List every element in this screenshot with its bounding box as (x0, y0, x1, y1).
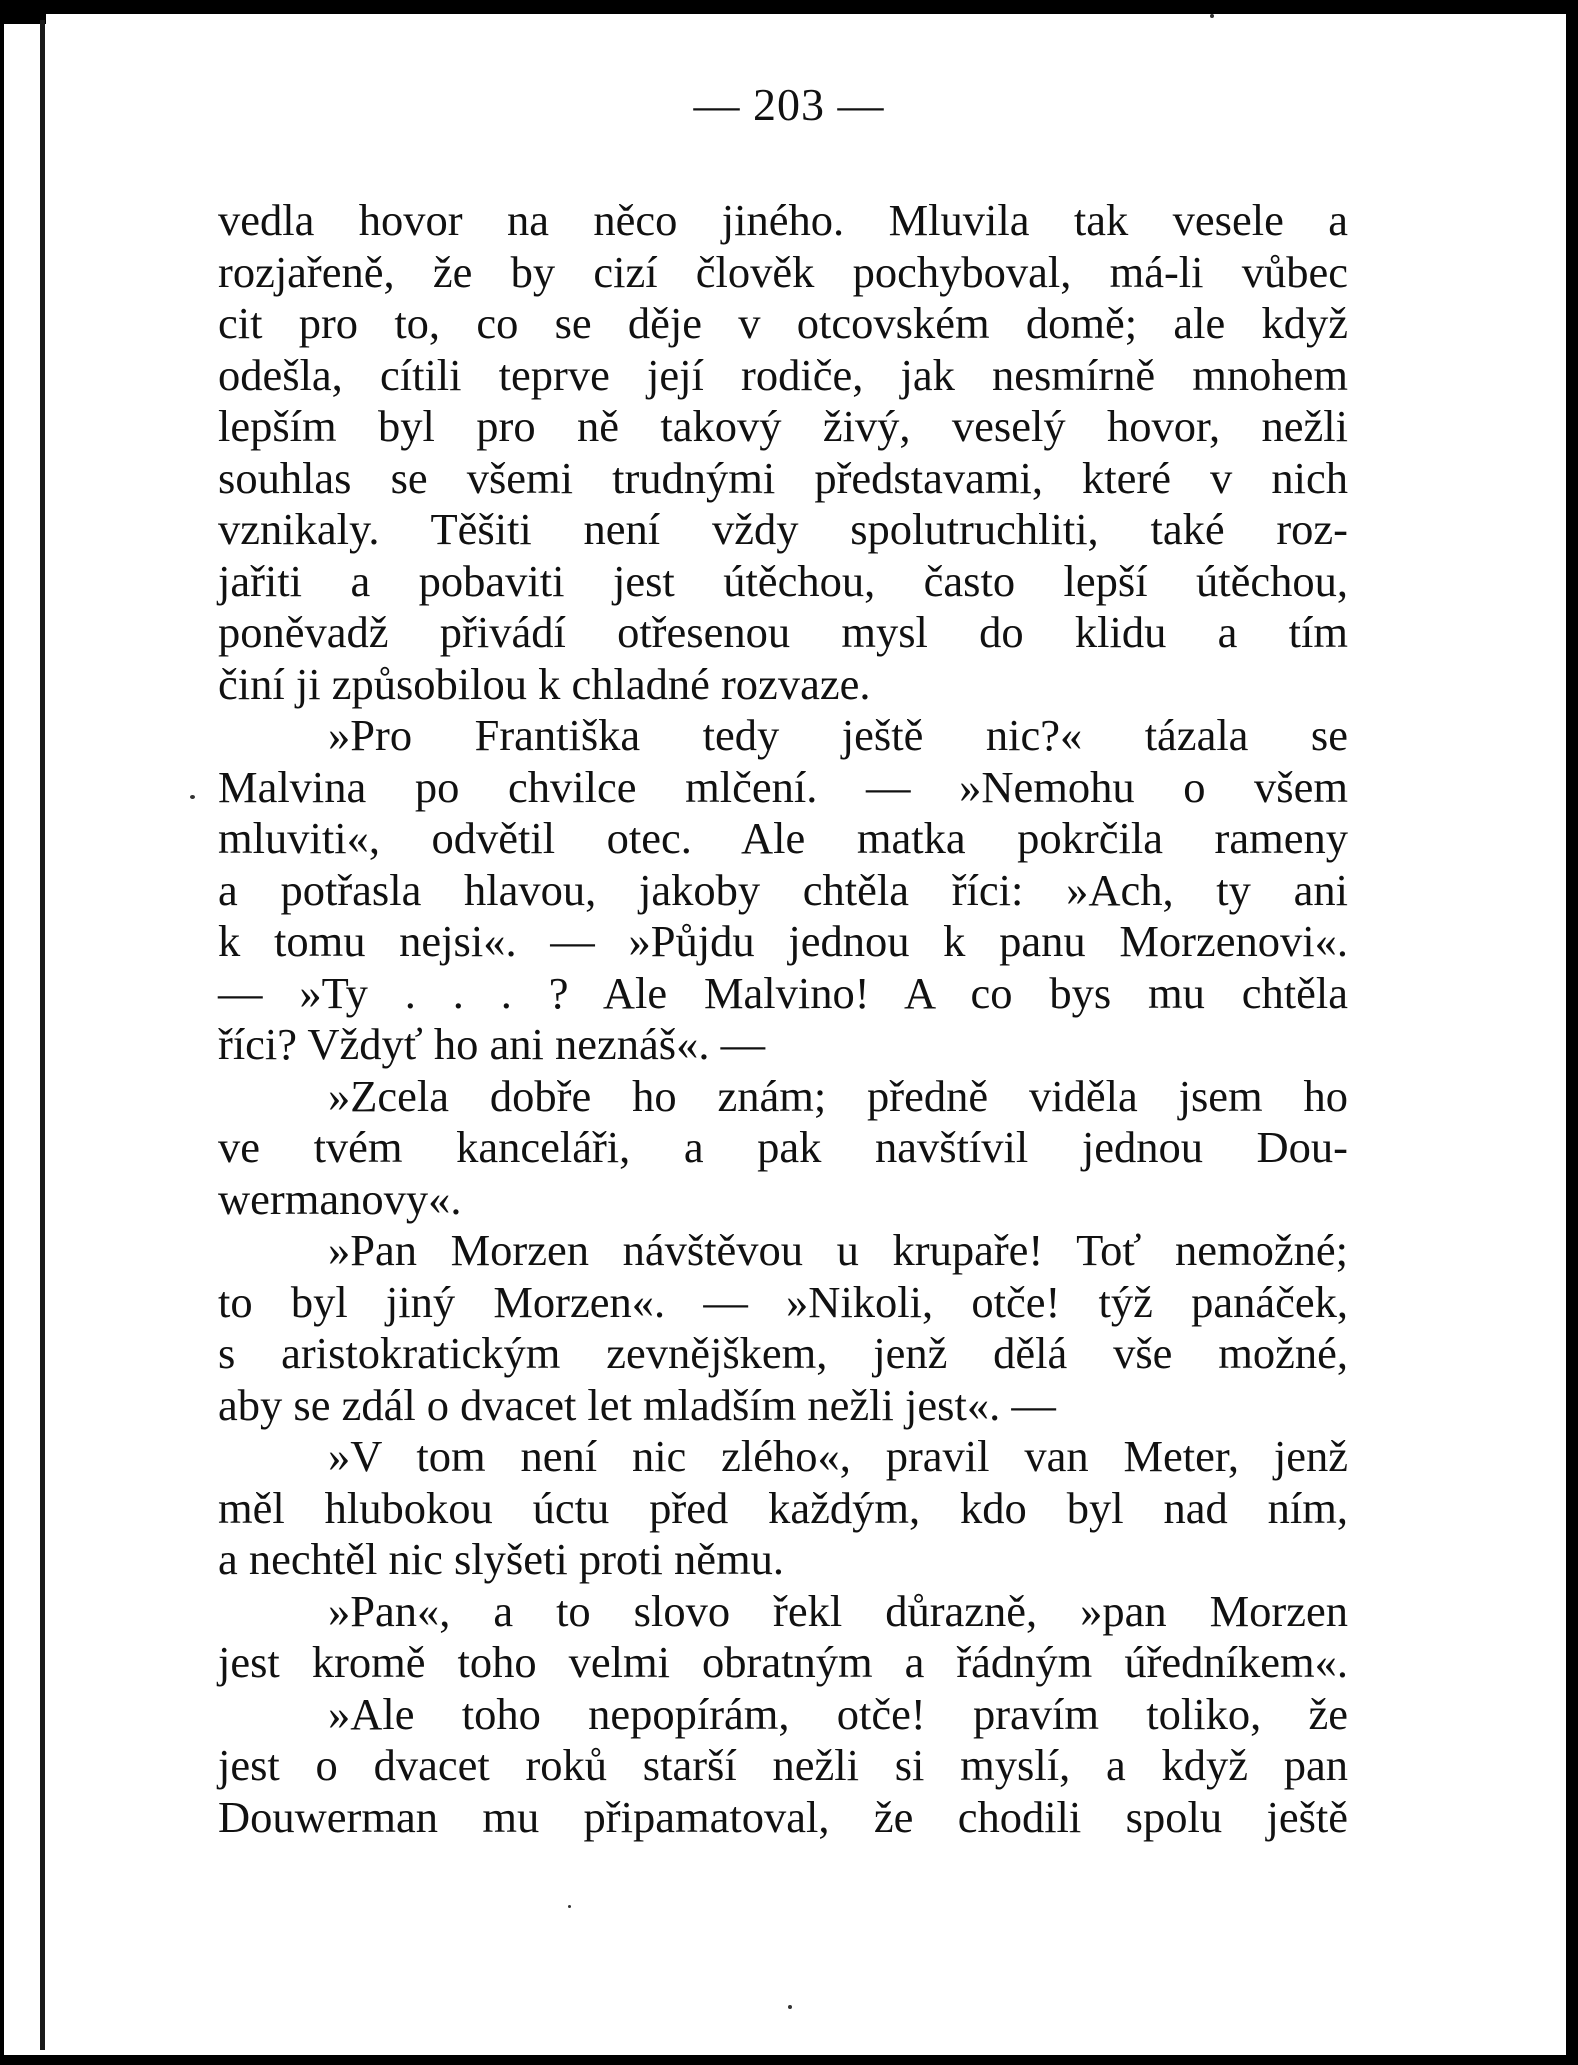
text-line: jest kromě toho velmi obratným a řádným úředníkem«. (218, 1637, 1348, 1687)
text-line: s aristokratickým zevnějškem, jenž dělá vše možné, (218, 1328, 1348, 1378)
text-line: Douwerman mu připamatoval, že chodili spolu ještě (218, 1791, 1348, 1842)
text-line: k tomu nejsi«. — »Půjdu jednou k panu Morzenovi«. (218, 916, 1348, 966)
text-line: to byl jiný Morzen«. — »Nikoli, otče! týž panáček, (218, 1276, 1348, 1327)
text-line: lepším byl pro ně takový živý, veselý hovor, nežli (218, 401, 1348, 451)
text-line: poněvadž přivádí otřesenou mysl do klidu a tím (218, 607, 1348, 657)
text-line: a nechtěl nic slyšeti proti němu. (218, 1534, 784, 1584)
scan-speck (1210, 14, 1214, 18)
spine-edge (40, 20, 45, 2050)
text-line: — »Ty . . . ? Ale Malvino! A co bys mu chtěla (218, 967, 1348, 1018)
scan-speck (568, 1905, 571, 1908)
text-line: »Pan«, a to slovo řekl důrazně, »pan Morzen (328, 1585, 1348, 1636)
text-line: »Pro Františka tedy ještě nic?« tázala se (328, 710, 1348, 760)
text-line: mluviti«, odvětil otec. Ale matka pokrčila rameny (218, 813, 1348, 863)
text-line: souhlas se všemi trudnými představami, které v nich (218, 452, 1348, 503)
text-line: Malvina po chvilce mlčení. — »Nemohu o všem (218, 761, 1348, 812)
scan-border-bottom (0, 2055, 1578, 2065)
text-line: »Pan Morzen návštěvou u krupaře! Toť nemožné; (328, 1225, 1348, 1275)
scan-speck (788, 2005, 792, 2009)
scan-speck (190, 795, 195, 799)
text-line: »Zcela dobře ho znám; předně viděla jsem ho (328, 1070, 1348, 1121)
text-line: vznikaly. Těšiti není vždy spolutruchliti, také roz- (218, 504, 1348, 554)
scan-border-left (0, 0, 4, 2065)
text-line: jest o dvacet roků starší nežli si myslí, a když pan (218, 1740, 1348, 1790)
scan-border-right (1566, 0, 1578, 2065)
text-line: odešla, cítili teprve její rodiče, jak nesmírně mnohem (218, 349, 1348, 400)
text-line: »V tom není nic zlého«, pravil van Meter, jenž (328, 1431, 1348, 1481)
text-line: »Ale toho nepopírám, otče! pravím toliko, že (328, 1688, 1348, 1739)
body-text (218, 195, 1348, 1843)
text-line: aby se zdál o dvacet let mladším nežli jest«. — (218, 1379, 1056, 1430)
page-number: — 203 — (693, 79, 885, 130)
text-line: cit pro to, co se děje v otcovském domě; ale když (218, 298, 1348, 348)
text-line: a potřasla hlavou, jakoby chtěla říci: »Ach, ty ani (218, 864, 1348, 915)
text-line: wermanovy«. (218, 1173, 462, 1224)
text-line: říci? Vždyť ho ani neznáš«. — (218, 1019, 766, 1069)
text-line: jařiti a pobaviti jest útěchou, často lepší útěchou, (218, 555, 1348, 606)
text-line: činí ji způsobilou k chladné rozvaze. (218, 658, 871, 709)
text-line: vedla hovor na něco jiného. Mluvila tak vesele a (218, 195, 1348, 245)
text-line: ve tvém kanceláři, a pak navštívil jednou Dou- (218, 1122, 1348, 1172)
text-line: rozjařeně, že by cizí člověk pochyboval, má-li vůbec (218, 246, 1348, 297)
scan-border-top (0, 0, 1578, 14)
text-line: měl hlubokou úctu před každým, kdo byl nad ním, (218, 1482, 1348, 1533)
